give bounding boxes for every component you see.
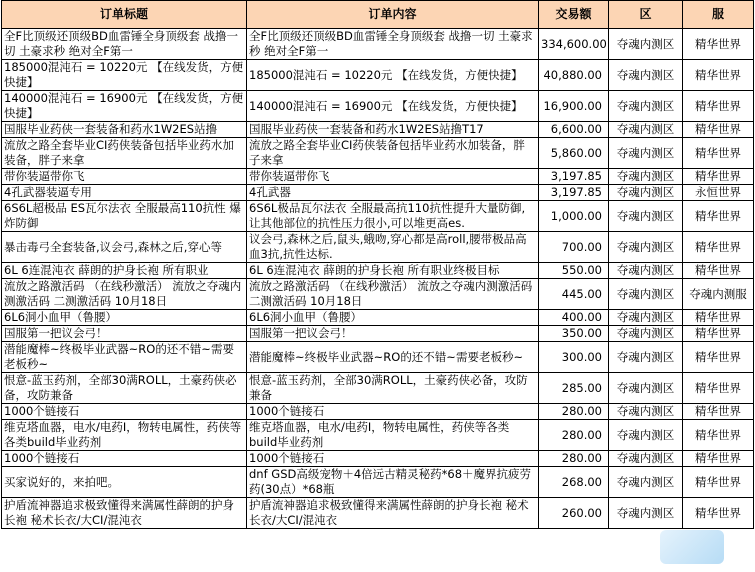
table-row bbox=[2, 138, 754, 169]
cell-title: 维克塔血器，电水/电药Ⅰ，物转电属性，药侠等各类build毕业药剂 bbox=[2, 420, 247, 451]
cell-region: 夺魂内测区 bbox=[609, 60, 683, 91]
cell-amount: 400.00 bbox=[539, 310, 609, 326]
cell-title: 暴击毒弓全套装备,议会弓,森林之后,穿心等 bbox=[2, 232, 247, 263]
table-row bbox=[2, 326, 754, 342]
header-region: 区 bbox=[609, 1, 683, 29]
cell-server: 精华世界 bbox=[683, 169, 754, 185]
cell-server: 精华世界 bbox=[683, 263, 754, 279]
cell-server: 精华世界 bbox=[683, 451, 754, 467]
cell-region: 夺魂内测区 bbox=[609, 91, 683, 122]
cell-title: 1000个链接石 bbox=[2, 404, 247, 420]
cell-content: 维克塔血器，电水/电药Ⅰ，物转电属性，药侠等各类build毕业药剂 bbox=[247, 420, 539, 451]
table-row bbox=[2, 342, 754, 373]
table-row bbox=[2, 29, 754, 60]
cell-amount: 285.00 bbox=[539, 373, 609, 404]
table-body bbox=[2, 29, 754, 529]
table-row bbox=[2, 60, 754, 91]
cell-server: 精华世界 bbox=[683, 326, 754, 342]
cell-server: 精华世界 bbox=[683, 29, 754, 60]
cell-region: 夺魂内测区 bbox=[609, 451, 683, 467]
cell-title: 流放之路全套毕业CI药侠装备包括毕业药水加装备，胖子来拿 bbox=[2, 138, 247, 169]
cell-content: 6S6L极品瓦尔法衣 全服最高抗110抗性提升大量防御,让其他部位的抗性压力很小,可以堆更高es. bbox=[247, 201, 539, 232]
cell-title: 6L6洞小血甲（鲁腰） bbox=[2, 310, 247, 326]
cell-title: 185000混沌石 = 10220元 【在线发货，方便快捷】 bbox=[2, 60, 247, 91]
cell-region: 夺魂内测区 bbox=[609, 263, 683, 279]
cell-content: 护盾流神器追求极致懂得来满属性薛朗的护身长袍 秘术长衣/大CI/混沌衣 bbox=[247, 498, 539, 529]
cell-server: 精华世界 bbox=[683, 310, 754, 326]
cell-title: 买家说好的，来拍吧。 bbox=[2, 467, 247, 498]
cell-amount: 550.00 bbox=[539, 263, 609, 279]
cell-title: 流放之路激活码 （在线秒激活） 流放之夺魂内测激活码 二测激活码 10月18日 bbox=[2, 279, 247, 310]
table-row bbox=[2, 263, 754, 279]
cell-title: 带你装逼带你飞 bbox=[2, 169, 247, 185]
cell-region: 夺魂内测区 bbox=[609, 201, 683, 232]
cell-content: 4孔武器 bbox=[247, 185, 539, 201]
orders-table bbox=[1, 0, 754, 529]
table-row bbox=[2, 91, 754, 122]
cell-title: 4孔武器装逼专用 bbox=[2, 185, 247, 201]
table-row bbox=[2, 467, 754, 498]
cell-region: 夺魂内测区 bbox=[609, 326, 683, 342]
cell-title: 1000个链接石 bbox=[2, 451, 247, 467]
cell-content: 1000个链接石 bbox=[247, 404, 539, 420]
cell-content: 流放之路全套毕业CI药侠装备包括毕业药水加装备，胖子来拿 bbox=[247, 138, 539, 169]
cell-content: 带你装逼带你飞 bbox=[247, 169, 539, 185]
table-row bbox=[2, 185, 754, 201]
cell-title: 护盾流神器追求极致懂得来满属性薛朗的护身长袍 秘术长衣/大CI/混沌衣 bbox=[2, 498, 247, 529]
header-amount: 交易额 bbox=[539, 1, 609, 29]
cell-server: 精华世界 bbox=[683, 342, 754, 373]
cell-amount: 445.00 bbox=[539, 279, 609, 310]
table-row bbox=[2, 122, 754, 138]
cell-title: 潜能魔棒~终极毕业武器~RO的还不错~需要老板秒~ bbox=[2, 342, 247, 373]
cell-content: 国服第一把议会弓！ bbox=[247, 326, 539, 342]
cell-server: 精华世界 bbox=[683, 60, 754, 91]
cell-region: 夺魂内测区 bbox=[609, 498, 683, 529]
cell-content: 185000混沌石 = 10220元 【在线发货，方便快捷】 bbox=[247, 60, 539, 91]
cell-server: 精华世界 bbox=[683, 467, 754, 498]
header-row bbox=[2, 1, 754, 29]
cell-region: 夺魂内测区 bbox=[609, 404, 683, 420]
cell-region: 夺魂内测区 bbox=[609, 279, 683, 310]
watermark-logo bbox=[660, 530, 724, 564]
table-row bbox=[2, 169, 754, 185]
table-row bbox=[2, 451, 754, 467]
table-row bbox=[2, 232, 754, 263]
cell-amount: 300.00 bbox=[539, 342, 609, 373]
cell-amount: 334,600.00 bbox=[539, 29, 609, 60]
cell-region: 夺魂内测区 bbox=[609, 232, 683, 263]
cell-content: dnf GSD高级宠物＋4倍远古精灵秘药*68＋魔界抗疲劳药(30点）*68瓶 bbox=[247, 467, 539, 498]
cell-amount: 700.00 bbox=[539, 232, 609, 263]
cell-content: 全F比顶级还顶级BD血雷锤全身顶级套 战撸一切 土豪求秒 绝对全F第一 bbox=[247, 29, 539, 60]
cell-server: 精华世界 bbox=[683, 201, 754, 232]
cell-amount: 6,600.00 bbox=[539, 122, 609, 138]
cell-amount: 1,000.00 bbox=[539, 201, 609, 232]
cell-content: 1000个链接石 bbox=[247, 451, 539, 467]
cell-server: 精华世界 bbox=[683, 498, 754, 529]
cell-title: 国服第一把议会弓！ bbox=[2, 326, 247, 342]
cell-amount: 280.00 bbox=[539, 451, 609, 467]
cell-region: 夺魂内测区 bbox=[609, 310, 683, 326]
cell-amount: 280.00 bbox=[539, 420, 609, 451]
cell-region: 夺魂内测区 bbox=[609, 420, 683, 451]
cell-content: 潜能魔棒~终极毕业武器~RO的还不错~需要老板秒~ bbox=[247, 342, 539, 373]
table-row bbox=[2, 404, 754, 420]
cell-title: 6L 6连混沌衣 薛朗的护身长袍 所有职业 bbox=[2, 263, 247, 279]
cell-amount: 350.00 bbox=[539, 326, 609, 342]
cell-region: 夺魂内测区 bbox=[609, 342, 683, 373]
header-server: 服 bbox=[683, 1, 754, 29]
table-row bbox=[2, 310, 754, 326]
cell-region: 夺魂内测区 bbox=[609, 122, 683, 138]
cell-content: 议会弓,森林之后,鼠头,蛾吻,穿心都是高roll,腰带极品高血3抗,抗性达标. bbox=[247, 232, 539, 263]
cell-amount: 3,197.85 bbox=[539, 185, 609, 201]
cell-content: 国服毕业药侠一套装备和药水1W2ES站撸T17 bbox=[247, 122, 539, 138]
cell-title: 恨意-蓝玉药剂，全部30满ROLL，土豪药侠必备，攻防兼备 bbox=[2, 373, 247, 404]
cell-content: 流放之路激活码 （在线秒激活） 流放之夺魂内测激活码 二测激活码 10月18日 bbox=[247, 279, 539, 310]
cell-amount: 16,900.00 bbox=[539, 91, 609, 122]
cell-content: 恨意-蓝玉药剂，全部30满ROLL，土豪药侠必备，攻防兼备 bbox=[247, 373, 539, 404]
cell-title: 国服毕业药侠一套装备和药水1W2ES站撸 bbox=[2, 122, 247, 138]
cell-region: 夺魂内测区 bbox=[609, 138, 683, 169]
cell-region: 夺魂内测区 bbox=[609, 185, 683, 201]
cell-server: 夺魂内测服 bbox=[683, 279, 754, 310]
cell-server: 精华世界 bbox=[683, 373, 754, 404]
cell-region: 夺魂内测区 bbox=[609, 169, 683, 185]
cell-title: 全F比顶级还顶级BD血雷锤全身顶级套 战撸一切 土豪求秒 绝对全F第一 bbox=[2, 29, 247, 60]
cell-title: 6S6L超极品 ES瓦尔法衣 全服最高110抗性 爆炸防御 bbox=[2, 201, 247, 232]
cell-content: 6L6洞小血甲（鲁腰） bbox=[247, 310, 539, 326]
cell-amount: 260.00 bbox=[539, 498, 609, 529]
header-content: 订单内容 bbox=[247, 1, 539, 29]
cell-server: 精华世界 bbox=[683, 232, 754, 263]
cell-content: 140000混沌石 = 16900元 【在线发货，方便快捷】 bbox=[247, 91, 539, 122]
cell-title: 140000混沌石 = 16900元 【在线发货，方便快捷】 bbox=[2, 91, 247, 122]
cell-amount: 268.00 bbox=[539, 467, 609, 498]
table-row bbox=[2, 201, 754, 232]
cell-content: 6L 6连混沌衣 薛朗的护身长袍 所有职业终极目标 bbox=[247, 263, 539, 279]
table-row bbox=[2, 420, 754, 451]
table-row bbox=[2, 279, 754, 310]
cell-region: 夺魂内测区 bbox=[609, 373, 683, 404]
cell-server: 永恒世界 bbox=[683, 185, 754, 201]
cell-server: 精华世界 bbox=[683, 404, 754, 420]
cell-amount: 3,197.85 bbox=[539, 169, 609, 185]
cell-region: 夺魂内测区 bbox=[609, 29, 683, 60]
table-row bbox=[2, 498, 754, 529]
cell-region: 夺魂内测区 bbox=[609, 467, 683, 498]
cell-server: 精华世界 bbox=[683, 122, 754, 138]
cell-server: 精华世界 bbox=[683, 138, 754, 169]
header-title: 订单标题 bbox=[2, 1, 247, 29]
cell-amount: 5,860.00 bbox=[539, 138, 609, 169]
cell-amount: 280.00 bbox=[539, 404, 609, 420]
cell-server: 精华世界 bbox=[683, 420, 754, 451]
cell-amount: 40,880.00 bbox=[539, 60, 609, 91]
cell-server: 精华世界 bbox=[683, 91, 754, 122]
table-row bbox=[2, 373, 754, 404]
